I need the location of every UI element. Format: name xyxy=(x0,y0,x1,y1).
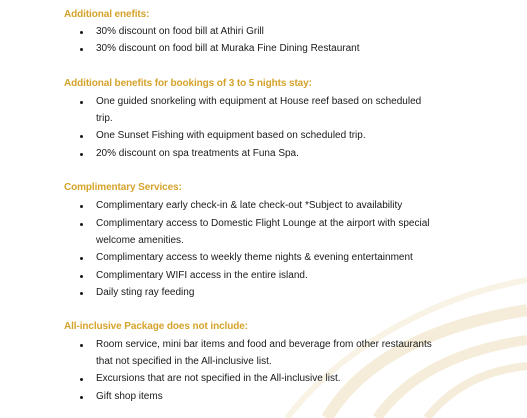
bullet-marker xyxy=(80,378,83,381)
bullet-marker xyxy=(80,135,83,138)
list-item: Room service, mini bar items and food and beverage from other restaurants xyxy=(96,339,432,350)
bullet-marker xyxy=(80,292,83,295)
bullet-marker xyxy=(80,205,83,208)
bullet-marker xyxy=(80,101,83,104)
section-heading-additional-benefits: Additional enefits: xyxy=(64,9,150,20)
section-heading-not-included: All-inclusive Package does not include: xyxy=(64,321,248,332)
bullet-marker xyxy=(80,48,83,51)
bullet-marker xyxy=(80,275,83,278)
section-heading-complimentary-services: Complimentary Services: xyxy=(64,182,182,193)
list-item-continuation: trip. xyxy=(96,113,113,124)
bullet-marker xyxy=(80,31,83,34)
list-item: 20% discount on spa treatments at Funa Spa. xyxy=(96,148,299,159)
list-item: Daily sting ray feeding xyxy=(96,287,195,298)
list-item: Complimentary early check-in & late check-out *Subject to availability xyxy=(96,200,403,211)
bullet-marker xyxy=(80,223,83,226)
bullet-marker xyxy=(80,257,83,260)
list-item-continuation: welcome amenities. xyxy=(96,235,184,246)
bullet-marker xyxy=(80,153,83,156)
list-item: Gift shop items xyxy=(96,391,163,402)
bullet-marker xyxy=(80,396,83,399)
list-item: One guided snorkeling with equipment at House reef based on scheduled xyxy=(96,96,422,107)
list-item: Excursions that are not specified in the All-inclusive list. xyxy=(96,373,341,384)
list-item: Complimentary WIFI access in the entire island. xyxy=(96,270,308,281)
list-item: 30% discount on food bill at Athiri Grill xyxy=(96,26,264,37)
list-item-continuation: that not specified in the All-inclusive list. xyxy=(96,356,272,367)
section-heading-3-to-5-nights: Additional benefits for bookings of 3 to 5 nights stay: xyxy=(64,78,312,89)
list-item: Complimentary access to weekly theme nights & evening entertainment xyxy=(96,252,413,263)
list-item: Complimentary access to Domestic Flight Lounge at the airport with special xyxy=(96,218,430,229)
list-item: 30% discount on food bill at Muraka Fine Dining Restaurant xyxy=(96,43,360,54)
list-item: One Sunset Fishing with equipment based on scheduled trip. xyxy=(96,130,366,141)
bullet-marker xyxy=(80,344,83,347)
